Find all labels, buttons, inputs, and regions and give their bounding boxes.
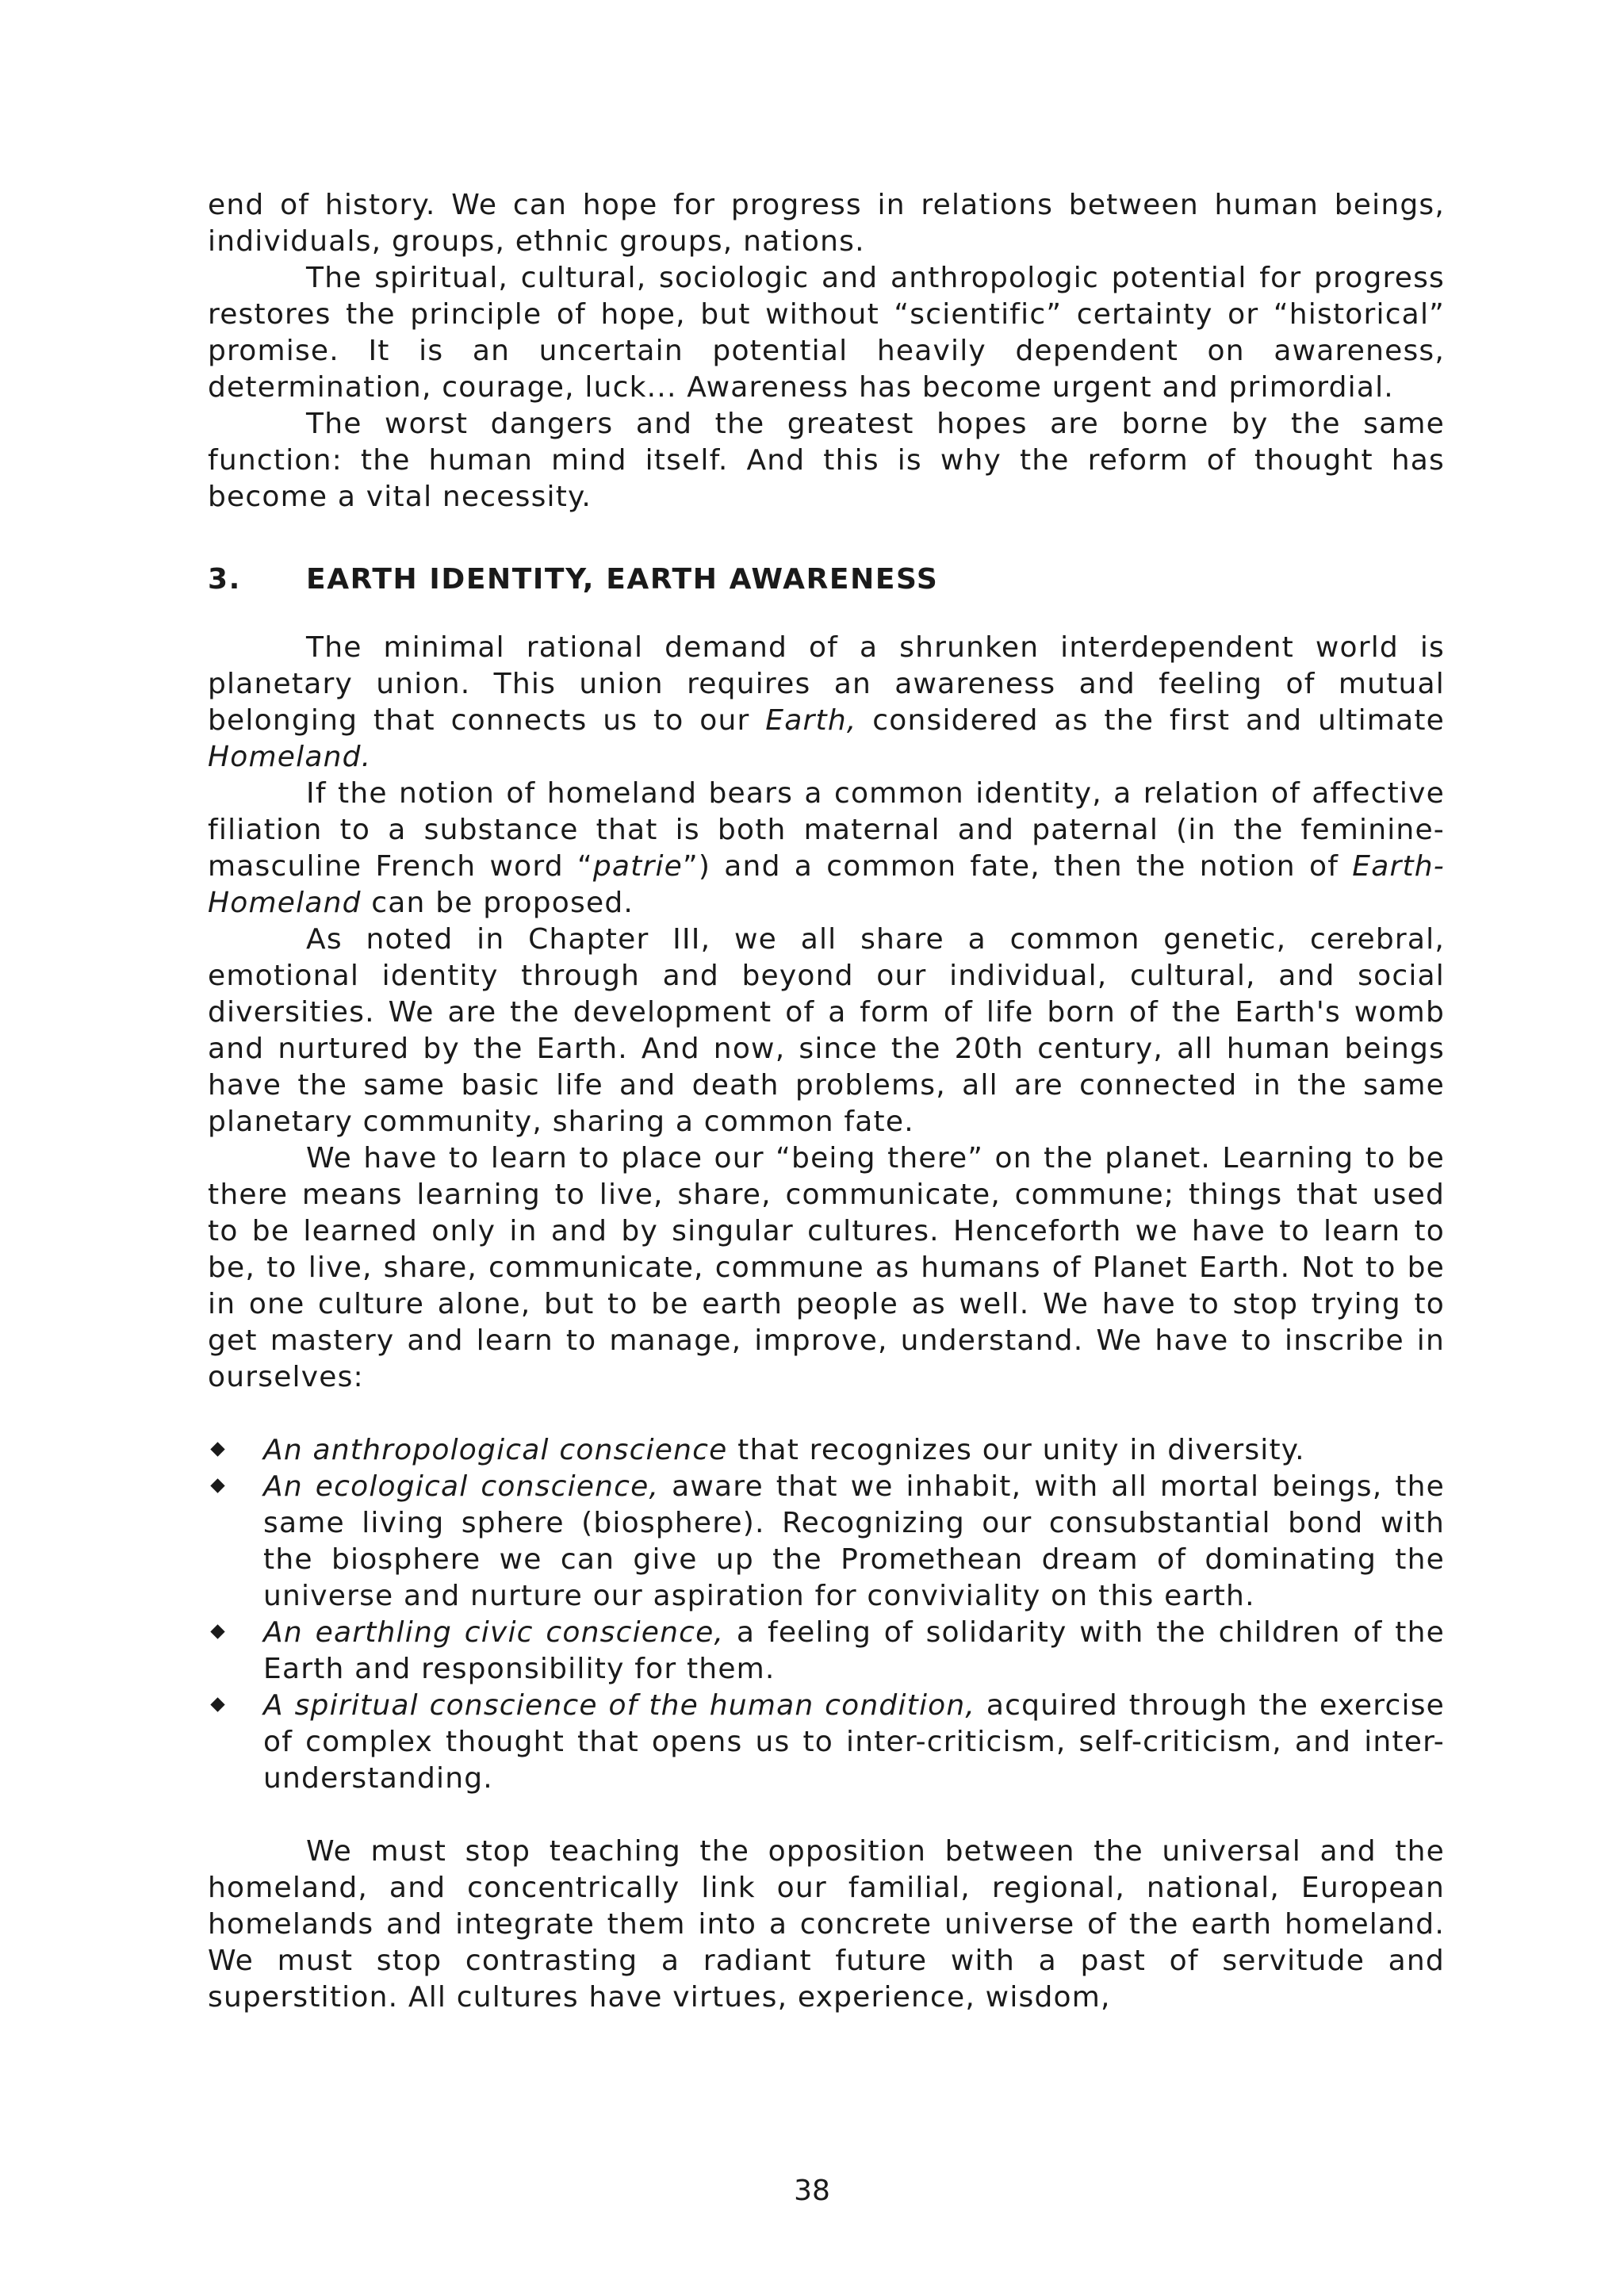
list-item-emphasis: A spiritual conscience of the human condition,	[263, 1689, 976, 1722]
section-paragraph-2-text-b: ”) and a common fate, then the notion of	[683, 850, 1353, 883]
list-item	[208, 1688, 1445, 1797]
section-paragraph-2-emphasis-patrie: patrie	[592, 850, 684, 883]
diamond-bullet-icon	[210, 1442, 224, 1456]
conscience-list	[208, 1432, 1445, 1797]
list-item-text: that recognizes our unity in diversity.	[727, 1434, 1305, 1466]
page-content	[208, 187, 1445, 2016]
section-paragraph-2-text-c: can be proposed.	[361, 887, 634, 919]
list-item-text: a feeling of solidarity with the children of the Earth and responsibility for them.	[263, 1616, 1445, 1685]
section-paragraph-1-emphasis-homeland: Homeland.	[208, 741, 372, 773]
list-item-text: aware that we inhabit, with all mortal beings, the same living sphere (biosphere). Recognizing our consubstantial bond with the biosphere we can give up the Promethean dream of dominating the universe and nurture our aspiration for conviviality on this earth.	[263, 1470, 1446, 1612]
list-item-emphasis: An anthropological conscience	[263, 1434, 728, 1466]
list-item	[208, 1469, 1445, 1615]
section-paragraph-2	[208, 776, 1445, 922]
section-paragraph-1	[208, 630, 1445, 776]
section-paragraph-1-text-a: The minimal rational demand of a shrunken interdependent world is planetary union. This union requires an awareness and feeling of mutual belonging that connects us to our	[208, 631, 1445, 737]
section-number: 3.	[208, 563, 241, 596]
section-heading	[208, 561, 1445, 598]
closing-paragraph: We must stop teaching the opposition between the universal and the homeland, and concentrically link our familial, regional, national, European homelands and integrate them into a concrete universe of the earth homeland. We must stop contrasting a radiant future with a past of servitude and superstition. All cultures have virtues, experience, wisdom,	[208, 1835, 1445, 2014]
intro-paragraph-1: end of history. We can hope for progress in relations between human beings, individuals, groups, ethnic groups, nations.	[208, 189, 1445, 258]
section-paragraph-1-text-b: considered as the first and ultimate	[856, 704, 1445, 737]
list-item-emphasis: An ecological conscience,	[263, 1470, 660, 1503]
list-item-text: acquired through the exercise of complex thought that opens us to inter-criticism, self-criticism, and inter-understanding.	[263, 1689, 1445, 1795]
section-paragraph-1-emphasis-earth: Earth,	[765, 704, 857, 737]
section-title: EARTH IDENTITY, EARTH AWARENESS	[306, 563, 939, 596]
section-paragraph-3: As noted in Chapter III, we all share a common genetic, cerebral, emotional identity through and beyond our individual, cultural, and social diversities. We are the development of a form of life born of the Earth's womb and nurtured by the Earth. And now, since the 20th century, all human beings have the same basic life and death problems, all are connected in the same planetary community, sharing a common fate.	[208, 923, 1445, 1138]
section-paragraph-2-text-a: If the notion of homeland bears a common identity, a relation of affective filiation to a substance that is both maternal and paternal (in the feminine-masculine French word “	[208, 777, 1445, 883]
diamond-bullet-icon	[210, 1697, 224, 1711]
intro-paragraph-3: The worst dangers and the greatest hopes are borne by the same function: the human mind itself. And this is why the reform of thought has become a vital necessity.	[208, 408, 1445, 513]
diamond-bullet-icon	[210, 1624, 224, 1638]
page-number: 38	[794, 2175, 830, 2207]
section-paragraph-4: We have to learn to place our “being there” on the planet. Learning to be there means learning to live, share, communicate, commune; things that used to be learned only in and by singular cultures. Henceforth we have to learn to be, to live, share, communicate, commune as humans of Planet Earth. Not to be in one culture alone, but to be earth people as well. We have to stop trying to get mastery and learn to manage, improve, understand. We have to inscribe in ourselves:	[208, 1142, 1445, 1393]
section-paragraph-2-emphasis-earth-homeland: Earth-Homeland	[208, 850, 1445, 919]
list-item-emphasis: An earthling civic conscience,	[263, 1616, 725, 1649]
list-item	[208, 1615, 1445, 1688]
list-item	[208, 1432, 1445, 1469]
diamond-bullet-icon	[210, 1478, 224, 1493]
intro-paragraph-2: The spiritual, cultural, sociologic and anthropologic potential for progress restores the principle of hope, but without “scientific” certainty or “historical” promise. It is an uncertain potential heavily dependent on awareness, determination, courage, luck... Awareness has become urgent and primordial.	[208, 262, 1445, 404]
